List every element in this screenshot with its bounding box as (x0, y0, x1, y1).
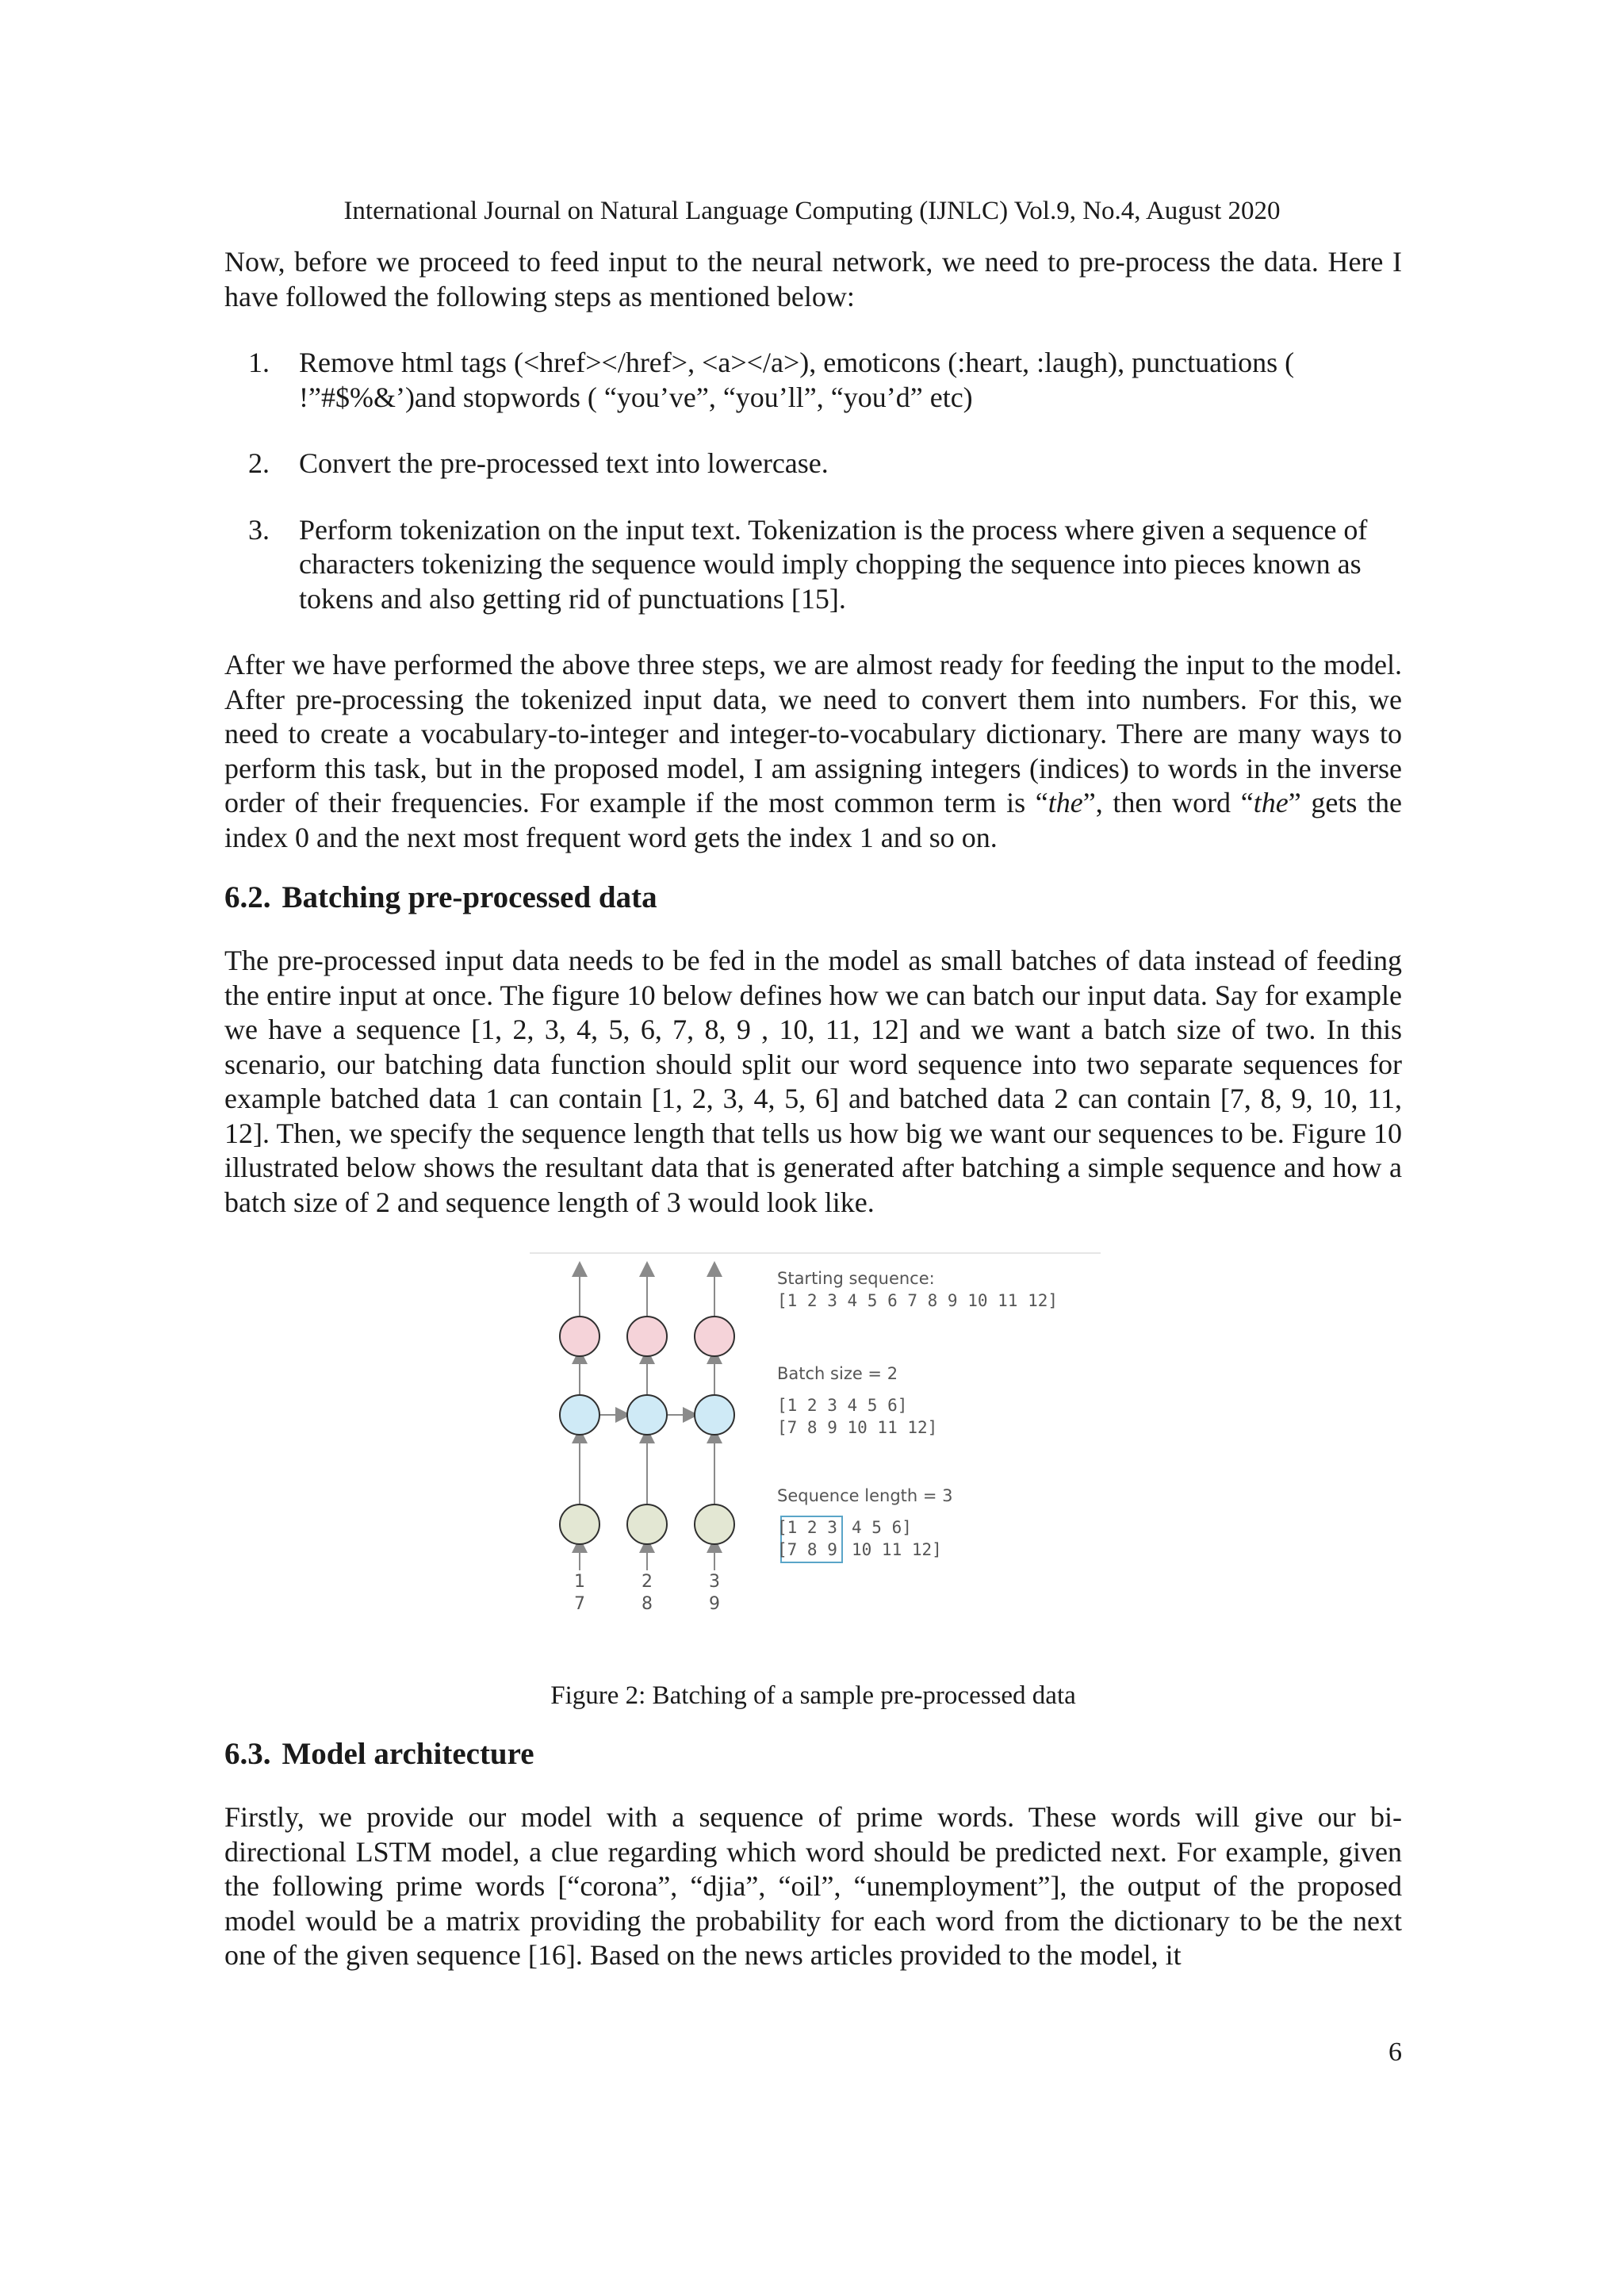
page-content (224, 245, 1402, 1973)
starting-sequence-values: [1 2 3 4 5 6 7 8 9 10 11 12] (777, 1291, 1059, 1310)
output-node (627, 1317, 667, 1356)
output-node (695, 1317, 734, 1356)
list-item-number: 3. (248, 513, 270, 546)
emphasis-the: the (1253, 787, 1289, 818)
page-number: 6 (1388, 2037, 1402, 2067)
sequence-length-label: Sequence length = 3 (777, 1486, 953, 1505)
section-number: 6.2. (224, 880, 271, 914)
output-node (560, 1317, 599, 1356)
list-item (224, 447, 1402, 481)
batching-paragraph: The pre-processed input data needs to be fed in the model as small batches of data instead of feeding the entire input at once. The figure 10 below defines how we can batch our input data. Say for example we have a sequence [1, 2, 3, 4, 5, 6, 7, 8, 9 , 10, 11, 12] and we want a batch size of two. In this scenario, our batching data function should split our word sequence into two separate sequences for example batched data 1 can contain [1, 2, 3, 4, 5, 6] and batched data 2 can contain [7, 8, 9, 10, 11, 12]. Then, we specify the sequence length that tells us how big we want our sequences to be. Figure 10 illustrated below shows the resultant data that is generated after batching a simple sequence and how a batch size of 2 and sequence length of 3 would look like. (224, 945, 1402, 1218)
hidden-node (560, 1395, 599, 1435)
list-item-number: 2. (248, 447, 270, 479)
sequence-row-1-boxed: [1 2 3 (777, 1518, 837, 1537)
batch-row-1: [1 2 3 4 5 6] (777, 1396, 908, 1415)
section-title: Batching pre-processed data (282, 880, 657, 914)
list-item-text: Perform tokenization on the input text. Tokenization is the process where given a sequence of characters tokenizing the sequence would imply chopping the sequence into pieces known as tokens and also getting rid of punctuations [15]. (299, 513, 1368, 615)
column-bottom-label: 8 (642, 1594, 653, 1614)
after-steps-paragraph (224, 648, 1402, 855)
sequence-row-1-rest: 4 5 6] (852, 1518, 912, 1537)
batch-row-2: [7 8 9 10 11 12] (777, 1418, 938, 1437)
after-steps-text-3: ” gets the index 0 and the next most frequent word gets the index 1 and so on. (224, 787, 1402, 853)
column-bottom-label: 7 (574, 1594, 585, 1614)
list-item-number: 1. (248, 347, 270, 378)
preprocessing-steps-list (224, 346, 1402, 616)
figure-batching (224, 1251, 1402, 1664)
list-item (224, 346, 1402, 415)
section-heading-6-3 (224, 1735, 1402, 1773)
hidden-node (627, 1395, 667, 1435)
intro-paragraph: Now, before we proceed to feed input to the neural network, we need to pre-process the data. Here I have followed the following steps as mentioned below: (224, 246, 1402, 312)
emphasis-the: the (1048, 787, 1083, 818)
sequence-row-2-rest: 10 11 12] (852, 1540, 942, 1559)
after-steps-text-1: After we have performed the above three steps, we are almost ready for feeding the input to the model. After pre-processing the tokenized input data, we need to convert them into numbers. For this, we need to create a vocabulary-to-integer and integer-to-vocabulary dictionary. There are many ways to perform this task, but in the proposed model, I am assigning integers (indices) to words in the inverse order of their frequencies. For example if the most common term is “ (224, 649, 1402, 818)
batching-diagram (530, 1251, 1101, 1664)
column-top-label: 2 (642, 1572, 653, 1592)
input-node (627, 1504, 667, 1544)
input-node (560, 1504, 599, 1544)
figure-caption: Figure 2: Batching of a sample pre-processed data (550, 1681, 1076, 1710)
list-item-text: Remove html tags (<href></href>, <a></a>), emoticons (:heart, :laugh), punctuations ( !”#$%&’)and stopwords ( “you’ve”, “you’ll”, “you’d” etc) (299, 347, 1295, 413)
starting-sequence-label: Starting sequence: (777, 1269, 935, 1288)
column-top-label: 1 (574, 1572, 585, 1592)
model-architecture-paragraph: Firstly, we provide our model with a sequence of prime words. These words will give our bi-directional LSTM model, a clue regarding which word should be predicted next. For example, given the following prime words [“corona”, “djia”, “oil”, “unemployment”], the output of the proposed model would be a matrix providing the probability for each word from the dictionary to be the next one of the given sequence [16]. Based on the news articles provided to the model, it (224, 1801, 1402, 1971)
section-heading-6-2 (224, 879, 1402, 917)
section-title: Model architecture (282, 1737, 534, 1771)
running-header: International Journal on Natural Language Computing (IJNLC) Vol.9, No.4, August 2020 (343, 197, 1281, 225)
sequence-row-2-boxed: [7 8 9 (777, 1540, 837, 1559)
after-steps-text-2: ”, then word “ (1082, 787, 1254, 818)
list-item-text: Convert the pre-processed text into lowercase. (299, 447, 829, 479)
list-item (224, 513, 1402, 617)
hidden-node (695, 1395, 734, 1435)
column-top-label: 3 (709, 1572, 720, 1592)
batch-size-label: Batch size = 2 (777, 1364, 898, 1383)
input-node (695, 1504, 734, 1544)
section-number: 6.3. (224, 1737, 271, 1771)
column-bottom-label: 9 (709, 1594, 720, 1614)
